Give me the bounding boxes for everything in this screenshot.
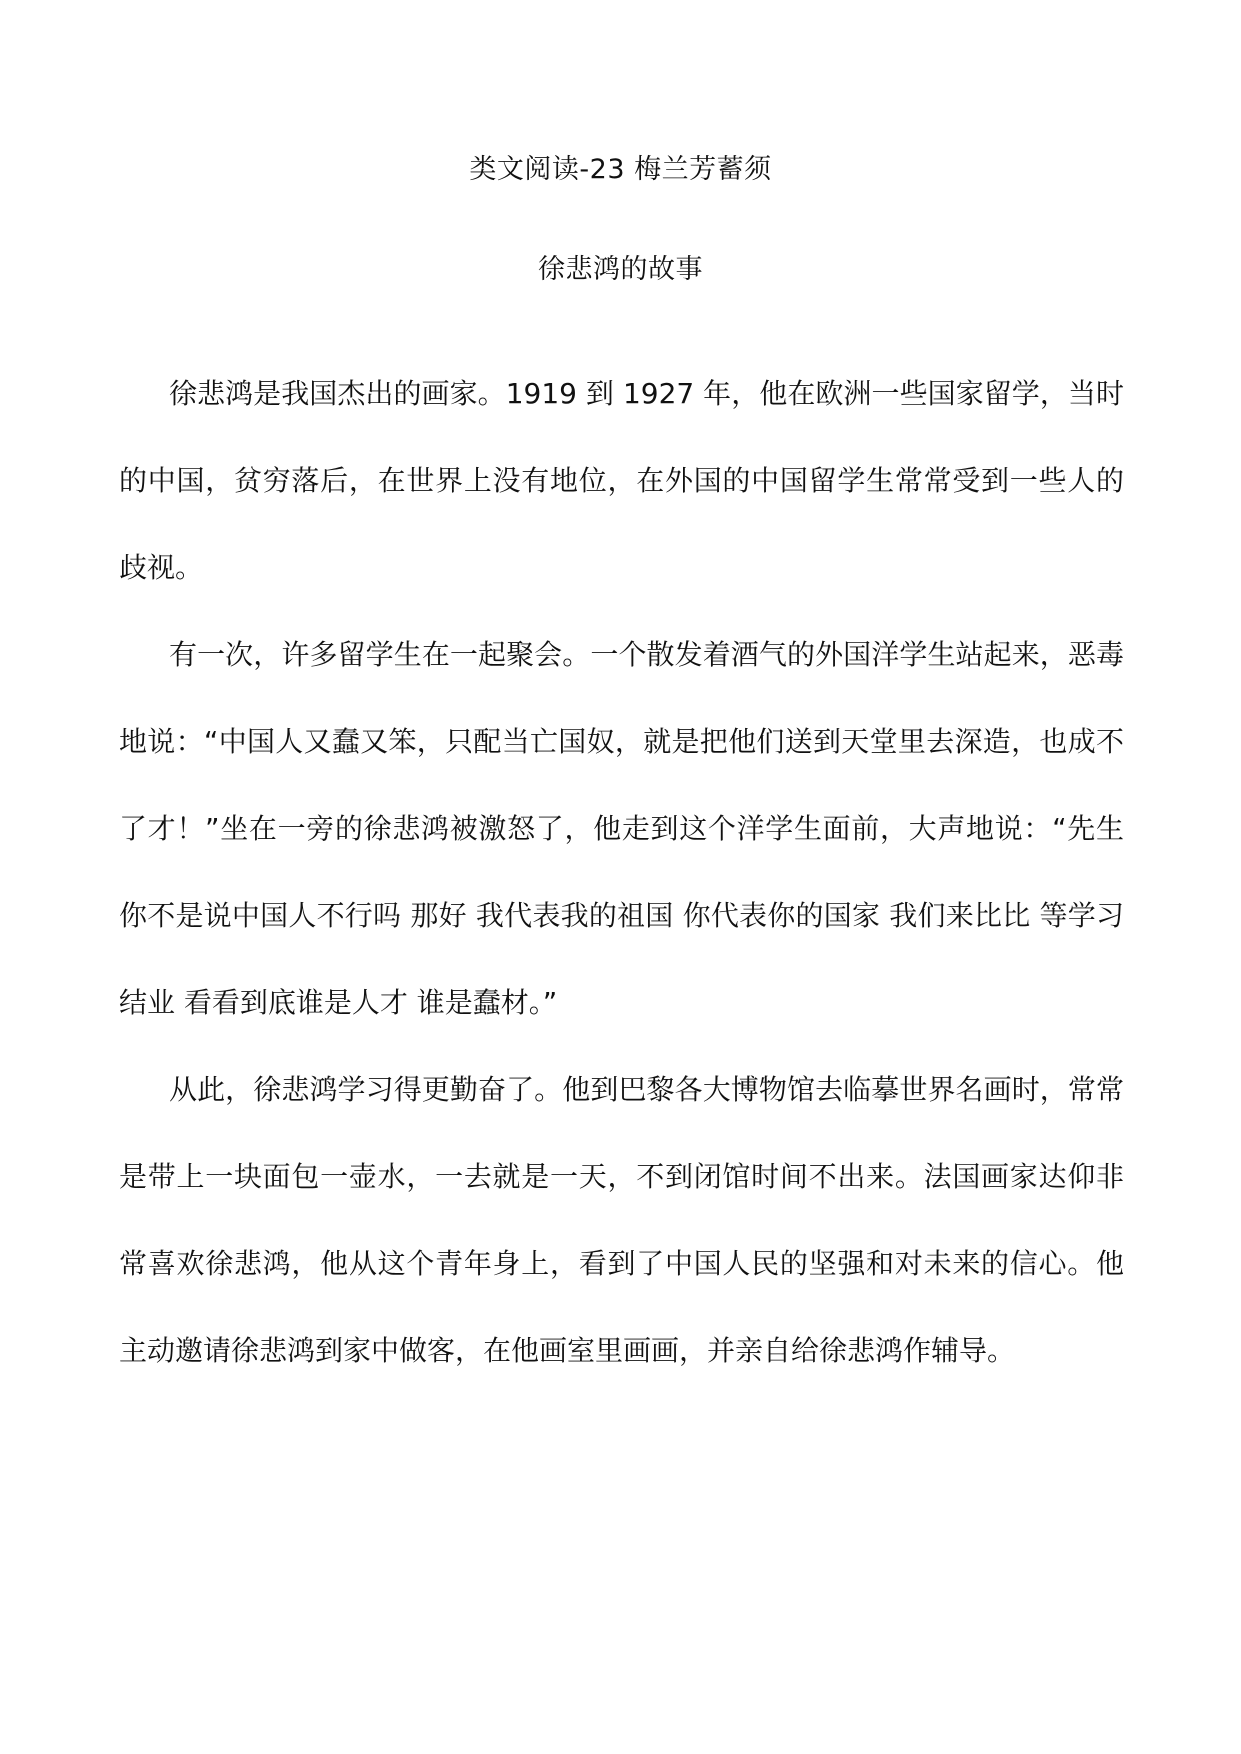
paragraph-3: 从此，徐悲鸿学习得更勤奋了。他到巴黎各大博物馆去临摹世界名画时，常常是带上一块面包一壶水，一去就是一天，不到闭馆时间不出来。法国画家达仰非常喜欢徐悲鸿，他从这个青年身上，看到了中国人民的坚强和对未来的信心。他主动邀请徐悲鸿到家中做客，在他画室里画画，并亲自给徐悲鸿作辅导。 (119, 1073, 1124, 1367)
paragraph-2: 有一次，许多留学生在一起聚会。一个散发着酒气的外国洋学生站起来，恶毒地说：“中国人又蠢又笨，只配当亡国奴，就是把他们送到天堂里去深造，也成不了才！”坐在一旁的徐悲鸿被激怒了，他走到这个洋学生面前，大声地说：“先生 你不是说中国人不行吗 那好 我代表我的祖国 你代表你的国家 我们来比比 等学习结业 看看到底谁是人才 谁是蠢材。” (119, 638, 1124, 1019)
document-title: 类文阅读-23 梅兰芳蓄须 (469, 154, 772, 185)
story-body (119, 350, 1124, 1394)
story-title: 徐悲鸿的故事 (538, 254, 703, 285)
paragraph-1: 徐悲鸿是我国杰出的画家。1919 到 1927 年，他在欧洲一些国家留学，当时的中国，贫穷落后，在世界上没有地位，在外国的中国留学生常常受到一些人的歧视。 (119, 377, 1124, 584)
